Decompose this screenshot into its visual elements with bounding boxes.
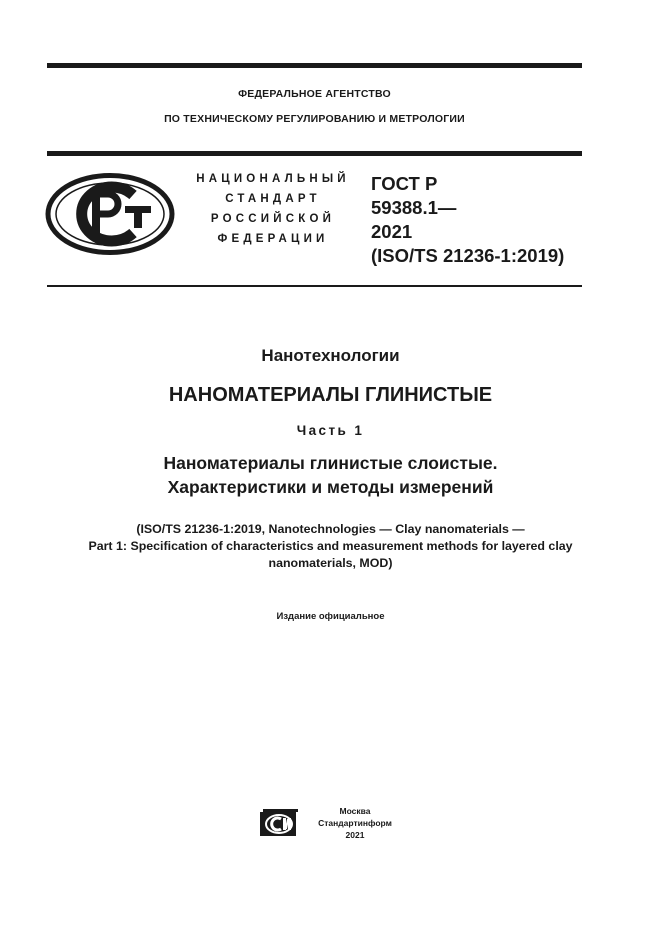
designation-rule: [47, 285, 582, 287]
publisher-name: Стандартинформ: [318, 818, 392, 828]
iso-reference-line-1: (ISO/TS 21236-1:2019, Nanotechnologies — Clay nanomaterials —: [136, 522, 525, 536]
title-group: Нанотехнологии: [261, 346, 400, 365]
title-part: Часть 1: [296, 423, 365, 438]
standartinform-logo-icon: [259, 808, 299, 838]
standard-type-line-3: РОССИЙСКОЙ: [210, 213, 336, 225]
standard-type-line-1: НАЦИОНАЛЬНЫЙ: [196, 173, 350, 185]
title-main: НАНОМАТЕРИАЛЫ ГЛИНИСТЫЕ: [168, 384, 493, 406]
agency-line-1: ФЕДЕРАЛЬНОЕ АГЕНТСТВО: [238, 88, 391, 100]
top-rule: [47, 63, 582, 68]
publisher-year: 2021: [345, 830, 365, 840]
header-rule: [47, 151, 582, 156]
designation-line-3: 2021: [371, 221, 413, 242]
designation-line-4: (ISO/TS 21236-1:2019): [371, 245, 565, 266]
agency-line-2: ПО ТЕХНИЧЕСКОМУ РЕГУЛИРОВАНИЮ И МЕТРОЛОГИИ: [164, 113, 465, 125]
standard-type-line-2: СТАНДАРТ: [225, 193, 321, 205]
rst-emblem-icon: [45, 173, 175, 255]
publisher-city: Москва: [339, 806, 371, 816]
iso-reference-line-2: Part 1: Specification of characteristics and measurement methods for layered clay: [88, 539, 573, 553]
designation-line-1: ГОСТ Р: [371, 173, 438, 194]
designation-line-2: 59388.1—: [371, 197, 457, 218]
edition-note: Издание официальное: [276, 611, 385, 622]
iso-reference-line-3: nanomaterials, MOD): [268, 556, 393, 570]
title-sub-line-1: Наноматериалы глинистые слоистые.: [163, 453, 498, 473]
title-sub-line-2: Характеристики и методы измерений: [167, 477, 494, 497]
standard-type-line-4: ФЕДЕРАЦИИ: [217, 233, 329, 245]
